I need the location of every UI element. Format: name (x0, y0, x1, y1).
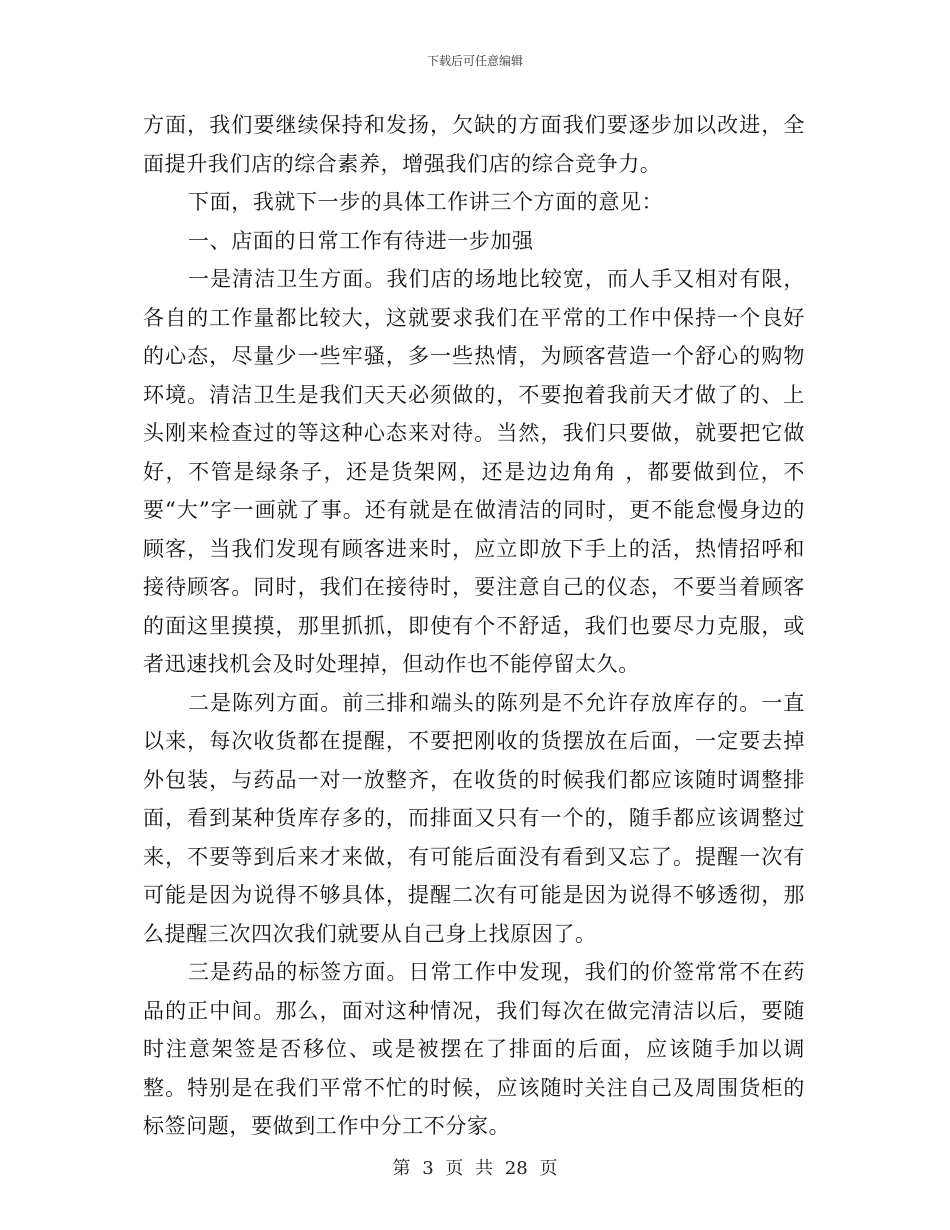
paragraph-display: 二是陈列方面。前三排和端头的陈列是不允许存放库存的。一直以来，每次收货都在提醒，不要把刚收的货摆放在后面，一定要去掉外包装，与药品一对一放整齐，在收货的时候我们都应该随时调整排面，看到某种货库存多的，而排面又只有一个的，随手都应该调整过来，不要等到后来才来做，有可能后面没有看到又忘了。提醒一次有可能是因为说得不够具体，提醒二次有可能是因为说得不够透彻，那么提醒三次四次我们就要从自己身上找原因了。 (143, 690, 805, 946)
paragraph-labels: 三是药品的标签方面。日常工作中发现，我们的价签常常不在药品的正中间。那么，面对这种情况，我们每次在做完清洁以后，要随时注意架签是否移位、或是被摆在了排面的后面，应该随手加以调整。特别是在我们平常不忙的时候，应该随时关注自己及周围货柜的标签问题，要做到工作中分工不分家。 (143, 960, 805, 1138)
page-number-footer: 第 3 页 共 28 页 (392, 1158, 558, 1179)
document-body (143, 106, 805, 1146)
paragraph-continuation: 方面，我们要继续保持和发扬，欠缺的方面我们要逐步加以改进，全面提升我们店的综合素养，增强我们店的综合竞争力。 (143, 113, 805, 176)
section-heading: 一、店面的日常工作有待进一步加强 (188, 228, 534, 253)
page-header-note: 下载后可任意编辑 (426, 54, 523, 68)
paragraph-intro: 下面，我就下一步的具体工作讲三个方面的意见： (188, 190, 664, 214)
paragraph-cleaning: 一是清洁卫生方面。我们店的场地比较宽，而人手又相对有限，各自的工作量都比较大，这就要求我们在平常的工作中保持一个良好的心态，尽量少一些牢骚，多一些热情，为顾客营造一个舒心的购物环境。清洁卫生是我们天天必须做的，不要抱着我前天才做了的、上头刚来检查过的等这种心态来对待。当然，我们只要做，就要把它做好，不管是绿条子，还是货架网，还是边边角角 ，都要做到位，不要“大”字一画就了事。还有就是在做清洁的同时，更不能怠慢身边的顾客，当我们发现有顾客进来时，应立即放下手上的活，热情招呼和接待顾客。同时，我们在接待时，要注意自己的仪态，不要当着顾客的面这里摸摸，那里抓抓，即使有个不舒适，我们也要尽力克服，或者迅速找机会及时处理掉，但动作也不能停留太久。 (143, 267, 805, 676)
